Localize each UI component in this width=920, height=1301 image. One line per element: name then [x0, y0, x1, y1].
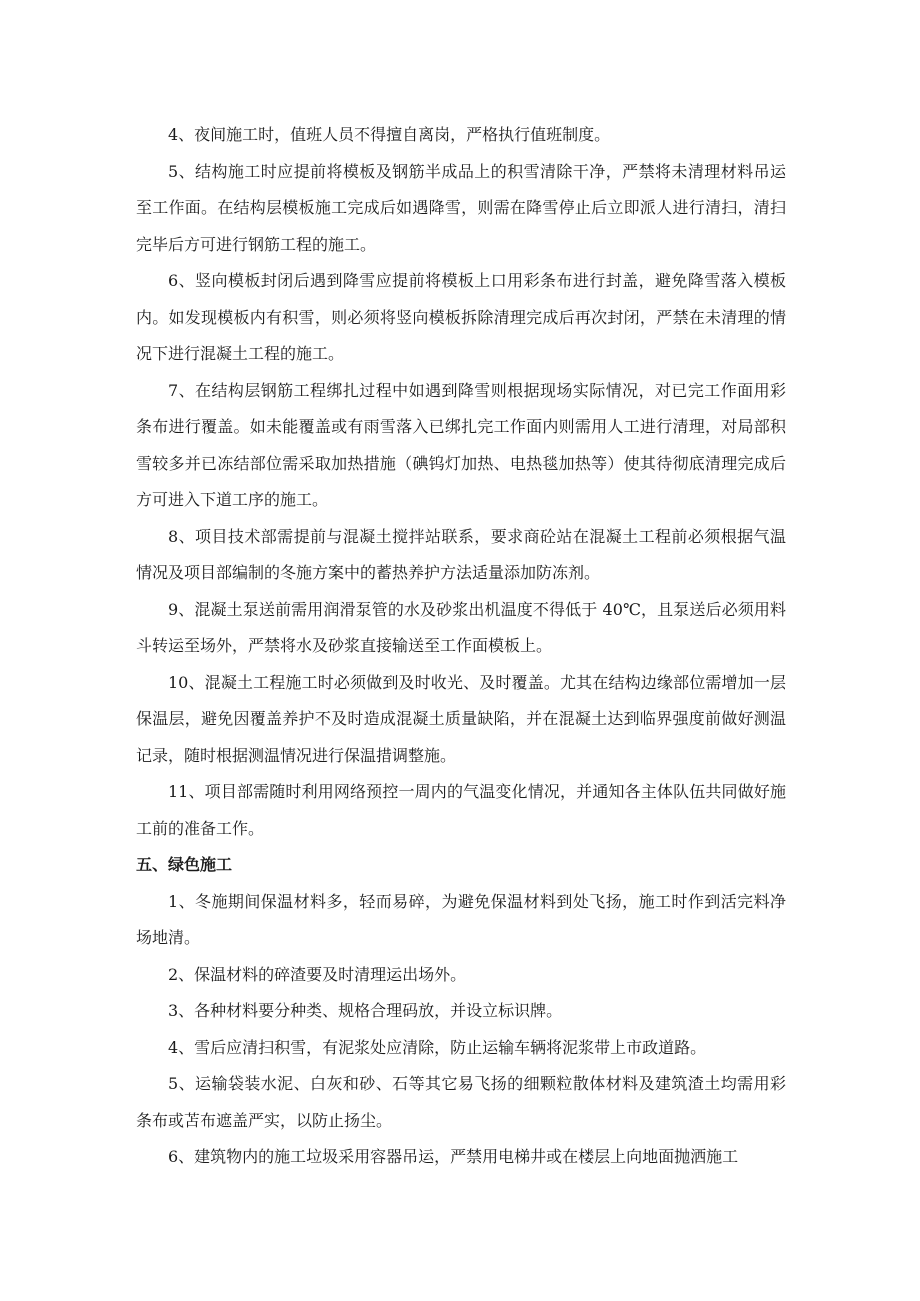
paragraph-10: 10、混凝土工程施工时必须做到及时收光、及时覆盖。尤其在结构边缘部位需增加一层保温层，避免因覆盖养护不及时造成混凝土质量缺陷，并在混凝土达到临界强度前做好测温记录，随时根据测温情况进行保温措调整施。	[136, 672, 786, 765]
green-paragraph-3: 3、各种材料要分种类、规格合理码放，并设立标识牌。	[168, 1001, 563, 1020]
section-heading-green-construction: 五、绿色施工	[136, 855, 233, 874]
paragraph-9: 9、混凝土泵送前需用润滑泵管的水及砂浆出机温度不得低于 40℃，且泵送后必须用料斗转运至场外，严禁将水及砂浆直接输送至工作面模板上。	[136, 599, 786, 655]
paragraph-5: 5、结构施工时应提前将模板及钢筋半成品上的积雪清除干净，严禁将未清理材料吊运至工作面。在结构层模板施工完成后如遇降雪，则需在降雪停止后立即派人进行清扫，清扫完毕后方可进行钢筋工程的施工。	[136, 161, 786, 254]
paragraph-6: 6、竖向模板封闭后遇到降雪应提前将模板上口用彩条布进行封盖，避免降雪落入模板内。如发现模板内有积雪，则必须将竖向模板拆除清理完成后再次封闭，严禁在未清理的情况下进行混凝土工程的施工。	[136, 271, 786, 363]
paragraph-4: 4、夜间施工时，值班人员不得擅自离岗，严格执行值班制度。	[168, 125, 611, 144]
paragraph-11: 11、项目部需随时利用网络预控一周内的气温变化情况，并通知各主体队伍共同做好施工前的准备工作。	[136, 782, 786, 838]
document-body	[136, 117, 786, 1176]
paragraph-7: 7、在结构层钢筋工程绑扎过程中如遇到降雪则根据现场实际情况，对已完工作面用彩条布进行覆盖。如未能覆盖或有雨雪落入已绑扎完工作面内则需用人工进行清理，对局部积雪较多并已冻结部位需采取加热措施（碘钨灯加热、电热毯加热等）使其待彻底清理完成后方可进入下道工序的施工。	[136, 380, 786, 509]
green-paragraph-4: 4、雪后应清扫积雪，有泥浆处应清除，防止运输车辆将泥浆带上市政道路。	[168, 1037, 707, 1057]
green-paragraph-1: 1、冬施期间保温材料多，轻而易碎，为避免保温材料到处飞扬，施工时作到活完料净场地清。	[136, 891, 786, 947]
green-paragraph-5: 5、运输袋装水泥、白灰和砂、石等其它易飞扬的细颗粒散体材料及建筑渣土均需用彩条布或苫布遮盖严实，以防止扬尘。	[136, 1074, 786, 1130]
paragraph-8: 8、项目技术部需提前与混凝土搅拌站联系，要求商砼站在混凝土工程前必须根据气温情况及项目部编制的冬施方案中的蓄热养护方法适量添加防冻剂。	[136, 526, 786, 582]
green-paragraph-6: 6、建筑物内的施工垃圾采用容器吊运，严禁用电梯井或在楼层上向地面抛洒施工	[168, 1147, 739, 1166]
green-paragraph-2: 2、保温材料的碎渣要及时清理运出场外。	[168, 964, 467, 984]
